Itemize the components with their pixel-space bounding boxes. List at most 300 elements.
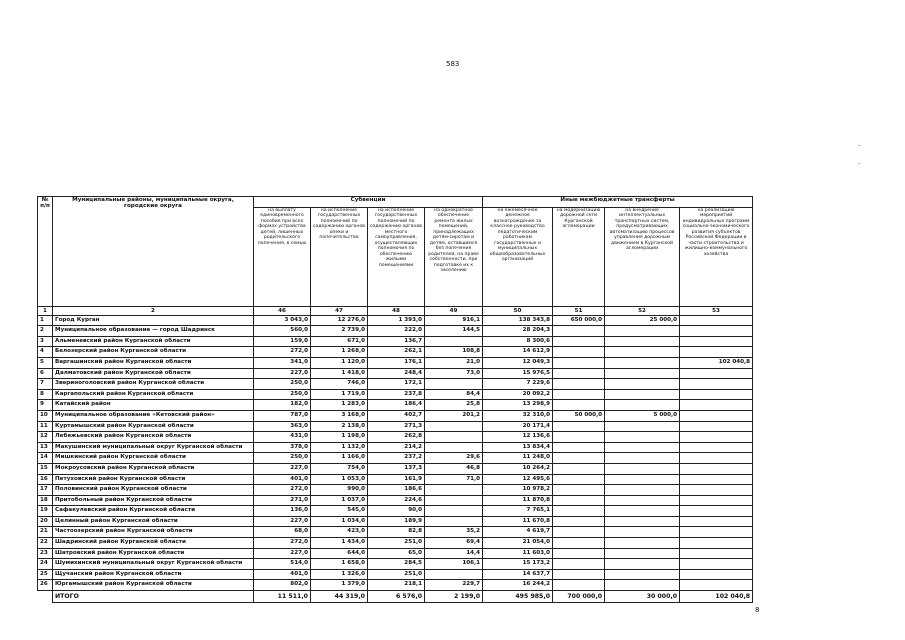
row-value: 262,1 <box>368 347 425 358</box>
row-value <box>553 559 605 570</box>
row-value: 224,6 <box>368 495 425 506</box>
row-value: 32 310,0 <box>483 410 553 421</box>
table-row <box>38 474 753 485</box>
row-value <box>605 495 680 506</box>
header-number: № п/п <box>38 197 53 307</box>
row-value: 363,0 <box>254 421 311 432</box>
row-value <box>553 336 605 347</box>
total-label: ИТОГО <box>53 591 254 603</box>
total-value: 495 985,0 <box>483 591 553 603</box>
row-value: 21 054,0 <box>483 538 553 549</box>
row-value <box>680 421 753 432</box>
row-value <box>680 495 753 506</box>
row-value <box>605 326 680 337</box>
row-value: 1 418,0 <box>311 368 368 379</box>
row-value: 227,0 <box>254 548 311 559</box>
row-number: 23 <box>38 548 53 559</box>
row-value <box>680 326 753 337</box>
row-number: 25 <box>38 569 53 580</box>
row-value: 186,6 <box>368 485 425 496</box>
row-value <box>425 336 483 347</box>
row-value <box>680 548 753 559</box>
table-row <box>38 538 753 549</box>
row-value: 248,4 <box>368 368 425 379</box>
total-value: 11 511,0 <box>254 591 311 603</box>
row-value <box>553 389 605 400</box>
table-row <box>38 580 753 591</box>
column-index: 53 <box>680 306 753 315</box>
row-value: 12 495,6 <box>483 474 553 485</box>
municipality-name: Варгашинский район Курганской области <box>53 357 254 368</box>
row-value: 12 049,3 <box>483 357 553 368</box>
row-value: 13 298,9 <box>483 400 553 411</box>
row-value: 4 619,7 <box>483 527 553 538</box>
row-value <box>680 368 753 379</box>
table-row <box>38 368 753 379</box>
row-value <box>553 506 605 517</box>
header-subsidies-group: Субвенции <box>254 197 483 208</box>
row-value: 754,0 <box>311 463 368 474</box>
row-value <box>425 421 483 432</box>
row-value: 3 168,0 <box>311 410 368 421</box>
row-value: 1 283,0 <box>311 400 368 411</box>
row-value: 227,0 <box>254 463 311 474</box>
row-value: 201,2 <box>425 410 483 421</box>
row-value: 136,0 <box>254 506 311 517</box>
municipality-name: Звериноголовский район Курганской области <box>53 379 254 390</box>
row-value: 13 834,4 <box>483 442 553 453</box>
row-number: 26 <box>38 580 53 591</box>
row-value <box>553 495 605 506</box>
table-row <box>38 548 753 559</box>
header-transfers-group: Иные межбюджетные трансферты <box>483 197 753 208</box>
column-index: 51 <box>553 306 605 315</box>
row-value <box>680 410 753 421</box>
row-value: 2 739,0 <box>311 326 368 337</box>
total-value: 6 576,0 <box>368 591 425 603</box>
row-value <box>680 453 753 464</box>
column-index: 46 <box>254 306 311 315</box>
row-value <box>553 357 605 368</box>
row-value: 1 034,0 <box>311 516 368 527</box>
row-value: 161,9 <box>368 474 425 485</box>
row-value: 7 229,6 <box>483 379 553 390</box>
row-value: 916,1 <box>425 315 483 326</box>
row-value: 560,0 <box>254 326 311 337</box>
header-col-52: на внедрение интеллектуальных транспортных систем, предусматривающих автоматизацию процессов управления дорожным движением в Курганской агломерации <box>605 207 680 306</box>
row-value <box>680 538 753 549</box>
row-number: 21 <box>38 527 53 538</box>
row-value <box>605 516 680 527</box>
row-value <box>605 379 680 390</box>
row-number: 8 <box>38 389 53 400</box>
row-value: 237,2 <box>368 453 425 464</box>
row-value: 251,0 <box>368 569 425 580</box>
row-number: 4 <box>38 347 53 358</box>
row-value <box>605 442 680 453</box>
row-value: 172,1 <box>368 379 425 390</box>
row-number: 3 <box>38 336 53 347</box>
row-value: 218,1 <box>368 580 425 591</box>
column-index: 50 <box>483 306 553 315</box>
row-value: 11 870,8 <box>483 495 553 506</box>
row-value <box>680 516 753 527</box>
row-value <box>680 442 753 453</box>
row-value: 25,8 <box>425 400 483 411</box>
row-value <box>553 485 605 496</box>
row-value <box>425 485 483 496</box>
column-index-row <box>38 306 753 315</box>
municipality-name: Макушинский муниципальный округ Курганской области <box>53 442 254 453</box>
column-index: 2 <box>53 306 254 315</box>
row-value: 82,8 <box>368 527 425 538</box>
row-value <box>425 569 483 580</box>
row-value: 423,0 <box>311 527 368 538</box>
row-number: 20 <box>38 516 53 527</box>
row-value: 1 132,0 <box>311 442 368 453</box>
total-value: 102 040,8 <box>680 591 753 603</box>
row-value <box>680 336 753 347</box>
row-value <box>553 379 605 390</box>
row-value <box>605 421 680 432</box>
row-value: 271,0 <box>254 495 311 506</box>
row-value: 272,0 <box>254 347 311 358</box>
municipality-name: Муниципальное образование — город Шадринск <box>53 326 254 337</box>
row-value <box>553 527 605 538</box>
table-row <box>38 410 753 421</box>
row-value: 14 612,9 <box>483 347 553 358</box>
budget-table-container <box>37 196 752 603</box>
municipality-name: Половинский район Курганской области <box>53 485 254 496</box>
table-row <box>38 516 753 527</box>
row-value <box>605 336 680 347</box>
row-value: 650 000,0 <box>553 315 605 326</box>
row-value: 222,0 <box>368 326 425 337</box>
row-value: 1 326,0 <box>311 569 368 580</box>
row-value: 14,4 <box>425 548 483 559</box>
row-value: 20 171,4 <box>483 421 553 432</box>
row-value <box>680 347 753 358</box>
row-value: 108,8 <box>425 347 483 358</box>
municipality-name: Притобольный район Курганской области <box>53 495 254 506</box>
row-value <box>605 559 680 570</box>
row-value: 21,0 <box>425 357 483 368</box>
row-value: 10 264,2 <box>483 463 553 474</box>
row-value: 341,0 <box>254 357 311 368</box>
row-value: 20 092,2 <box>483 389 553 400</box>
row-value <box>605 538 680 549</box>
row-value: 3 043,0 <box>254 315 311 326</box>
row-value <box>605 580 680 591</box>
row-value: 69,4 <box>425 538 483 549</box>
municipality-name: Лебяжьевский район Курганской области <box>53 432 254 443</box>
municipality-name: Частоозерский район Курганской области <box>53 527 254 538</box>
row-value: 514,0 <box>254 559 311 570</box>
table-row <box>38 485 753 496</box>
municipality-name: Щучанский район Курганской области <box>53 569 254 580</box>
municipality-name: Белозерский район Курганской области <box>53 347 254 358</box>
row-value <box>425 432 483 443</box>
row-value <box>553 347 605 358</box>
row-value: 144,5 <box>425 326 483 337</box>
row-value: 990,0 <box>311 485 368 496</box>
row-value: 1 120,0 <box>311 357 368 368</box>
row-value: 25 000,0 <box>605 315 680 326</box>
column-index: 48 <box>368 306 425 315</box>
row-value: 65,0 <box>368 548 425 559</box>
row-value: 1 434,0 <box>311 538 368 549</box>
table-row <box>38 506 753 517</box>
row-value: 8 300,6 <box>483 336 553 347</box>
table-row <box>38 315 753 326</box>
table-row <box>38 559 753 570</box>
row-value: 138 343,8 <box>483 315 553 326</box>
row-value: 250,0 <box>254 389 311 400</box>
municipality-name: Юргамышский район Курганской области <box>53 580 254 591</box>
row-value: 11 603,0 <box>483 548 553 559</box>
municipality-name: Далматовский район Курганской области <box>53 368 254 379</box>
row-number: 1 <box>38 315 53 326</box>
row-value: 12 276,0 <box>311 315 368 326</box>
row-value <box>605 485 680 496</box>
row-value <box>425 442 483 453</box>
row-value: 136,7 <box>368 336 425 347</box>
table-row <box>38 336 753 347</box>
header-col-50: на ежемесячное денежное вознаграждение за классное руководство педагогическим работникам государственных и муниципальных общеобразовательных организаций <box>483 207 553 306</box>
row-value: 1 393,0 <box>368 315 425 326</box>
municipality-name: Альменевский район Курганской области <box>53 336 254 347</box>
row-value <box>553 326 605 337</box>
row-value: 250,0 <box>254 379 311 390</box>
row-value <box>553 569 605 580</box>
row-value <box>680 432 753 443</box>
row-value <box>553 474 605 485</box>
row-value: 106,1 <box>425 559 483 570</box>
row-value <box>605 432 680 443</box>
row-value: 28 204,3 <box>483 326 553 337</box>
row-value: 182,0 <box>254 400 311 411</box>
table-row <box>38 400 753 411</box>
header-col-47: на исполнение государственных полномочий по содержанию органов опеки и попечительства <box>311 207 368 306</box>
row-value: 15 173,2 <box>483 559 553 570</box>
table-row <box>38 569 753 580</box>
row-number: 22 <box>38 538 53 549</box>
row-number: 17 <box>38 485 53 496</box>
table-row <box>38 442 753 453</box>
row-value: 12 136,6 <box>483 432 553 443</box>
row-number: 18 <box>38 495 53 506</box>
row-number: 6 <box>38 368 53 379</box>
row-value: 15 976,5 <box>483 368 553 379</box>
row-value: 10 978,2 <box>483 485 553 496</box>
row-number: 14 <box>38 453 53 464</box>
municipality-name: Целинный район Курганской области <box>53 516 254 527</box>
row-value <box>553 432 605 443</box>
total-row <box>38 591 753 603</box>
header-col-53: на реализацию мероприятий индивидуальных программ социально-экономического развития субъектов Российской Федерации в части строительства и жилищно-коммунального хозяйства <box>680 207 753 306</box>
row-value <box>425 495 483 506</box>
row-number: 10 <box>38 410 53 421</box>
row-value: 5 000,0 <box>605 410 680 421</box>
total-value: 44 319,0 <box>311 591 368 603</box>
row-value: 272,0 <box>254 485 311 496</box>
row-value: 16 244,2 <box>483 580 553 591</box>
budget-table <box>37 196 753 603</box>
row-value: 50 000,0 <box>553 410 605 421</box>
table-row <box>38 421 753 432</box>
row-value: 1 719,0 <box>311 389 368 400</box>
row-value: 401,0 <box>254 474 311 485</box>
row-value: 746,0 <box>311 379 368 390</box>
row-value: 68,0 <box>254 527 311 538</box>
row-number: 11 <box>38 421 53 432</box>
row-value: 176,1 <box>368 357 425 368</box>
row-value <box>680 400 753 411</box>
row-value: 2 138,0 <box>311 421 368 432</box>
row-value <box>605 357 680 368</box>
table-row <box>38 463 753 474</box>
row-number: 19 <box>38 506 53 517</box>
row-value: 1 053,0 <box>311 474 368 485</box>
row-value <box>680 527 753 538</box>
row-value: 46,8 <box>425 463 483 474</box>
row-number: 2 <box>38 326 53 337</box>
table-row <box>38 527 753 538</box>
row-value: 802,0 <box>254 580 311 591</box>
column-index: 1 <box>38 306 53 315</box>
row-value: 402,7 <box>368 410 425 421</box>
row-value <box>553 516 605 527</box>
row-value <box>605 474 680 485</box>
table-row <box>38 347 753 358</box>
municipality-name: Сафакулевский район Курганской области <box>53 506 254 517</box>
row-value: 262,8 <box>368 432 425 443</box>
row-value: 137,3 <box>368 463 425 474</box>
page-number: 583 <box>446 60 460 68</box>
row-number: 7 <box>38 379 53 390</box>
row-value: 1 379,0 <box>311 580 368 591</box>
row-value <box>680 485 753 496</box>
column-index: 52 <box>605 306 680 315</box>
row-number: 13 <box>38 442 53 453</box>
row-value: 227,0 <box>254 368 311 379</box>
row-number: 15 <box>38 463 53 474</box>
row-value: 250,0 <box>254 453 311 464</box>
column-index: 47 <box>311 306 368 315</box>
row-value <box>680 315 753 326</box>
municipality-name: Мокроусовский район Курганской области <box>53 463 254 474</box>
row-value <box>553 421 605 432</box>
row-value <box>680 506 753 517</box>
municipality-name: Катайский район <box>53 400 254 411</box>
row-value: 431,0 <box>254 432 311 443</box>
row-value: 186,4 <box>368 400 425 411</box>
row-value: 71,0 <box>425 474 483 485</box>
row-value <box>605 368 680 379</box>
row-value: 271,3 <box>368 421 425 432</box>
row-value: 102 040,8 <box>680 357 753 368</box>
row-value: 251,0 <box>368 538 425 549</box>
row-value: 189,9 <box>368 516 425 527</box>
row-value <box>553 548 605 559</box>
row-value: 35,2 <box>425 527 483 538</box>
row-value <box>680 569 753 580</box>
row-number: 16 <box>38 474 53 485</box>
row-value: 7 765,1 <box>483 506 553 517</box>
row-value: 671,0 <box>311 336 368 347</box>
row-value <box>425 379 483 390</box>
row-value: 1 166,0 <box>311 453 368 464</box>
row-value <box>553 580 605 591</box>
row-number: 9 <box>38 400 53 411</box>
row-value <box>425 516 483 527</box>
edge-mark: · <box>858 142 861 150</box>
row-value: 378,0 <box>254 442 311 453</box>
row-value <box>553 453 605 464</box>
table-row <box>38 495 753 506</box>
row-value <box>605 548 680 559</box>
row-number: 24 <box>38 559 53 570</box>
total-value: 700 000,0 <box>553 591 605 603</box>
row-value: 787,0 <box>254 410 311 421</box>
row-value <box>553 463 605 474</box>
row-value: 227,0 <box>254 516 311 527</box>
row-value <box>605 400 680 411</box>
row-value <box>680 463 753 474</box>
total-value: 2 199,0 <box>425 591 483 603</box>
column-index: 49 <box>425 306 483 315</box>
row-value: 272,0 <box>254 538 311 549</box>
row-value: 644,0 <box>311 548 368 559</box>
row-value <box>605 527 680 538</box>
row-value: 73,0 <box>425 368 483 379</box>
table-row <box>38 379 753 390</box>
row-value: 29,6 <box>425 453 483 464</box>
row-number: 12 <box>38 432 53 443</box>
row-value: 545,0 <box>311 506 368 517</box>
municipality-name: Петуховский район Курганской области <box>53 474 254 485</box>
row-value: 1 268,0 <box>311 347 368 358</box>
row-value <box>553 368 605 379</box>
table-row <box>38 357 753 368</box>
edge-mark: · <box>858 160 861 168</box>
row-value <box>605 453 680 464</box>
header-col-48: на исполнение государственных полномочий по содержанию органов местного самоуправления, осуществляющих полномочия по обеспечению жилыми помещениями <box>368 207 425 306</box>
row-value: 84,4 <box>425 389 483 400</box>
municipality-name: Каргапольский район Курганской области <box>53 389 254 400</box>
row-value: 401,0 <box>254 569 311 580</box>
row-value: 11 670,8 <box>483 516 553 527</box>
row-value <box>605 463 680 474</box>
header-col-51: на модернизацию дорожной сети Курганской агломерации <box>553 207 605 306</box>
municipality-name: Шатровский район Курганской области <box>53 548 254 559</box>
row-value <box>680 379 753 390</box>
municipality-name: Город Курган <box>53 315 254 326</box>
row-value: 1 037,0 <box>311 495 368 506</box>
row-value: 159,0 <box>254 336 311 347</box>
row-value <box>605 506 680 517</box>
row-value <box>605 347 680 358</box>
row-value: 11 248,0 <box>483 453 553 464</box>
row-value: 229,7 <box>425 580 483 591</box>
row-value <box>605 569 680 580</box>
municipality-name: Мишкинский район Курганской области <box>53 453 254 464</box>
row-value <box>553 538 605 549</box>
row-value: 1 658,0 <box>311 559 368 570</box>
header-col-46: на выплату единовременного пособия при всех формах устройства детей, лишенных родительского попечения, в семью <box>254 207 311 306</box>
row-value <box>680 580 753 591</box>
table-row <box>38 432 753 443</box>
